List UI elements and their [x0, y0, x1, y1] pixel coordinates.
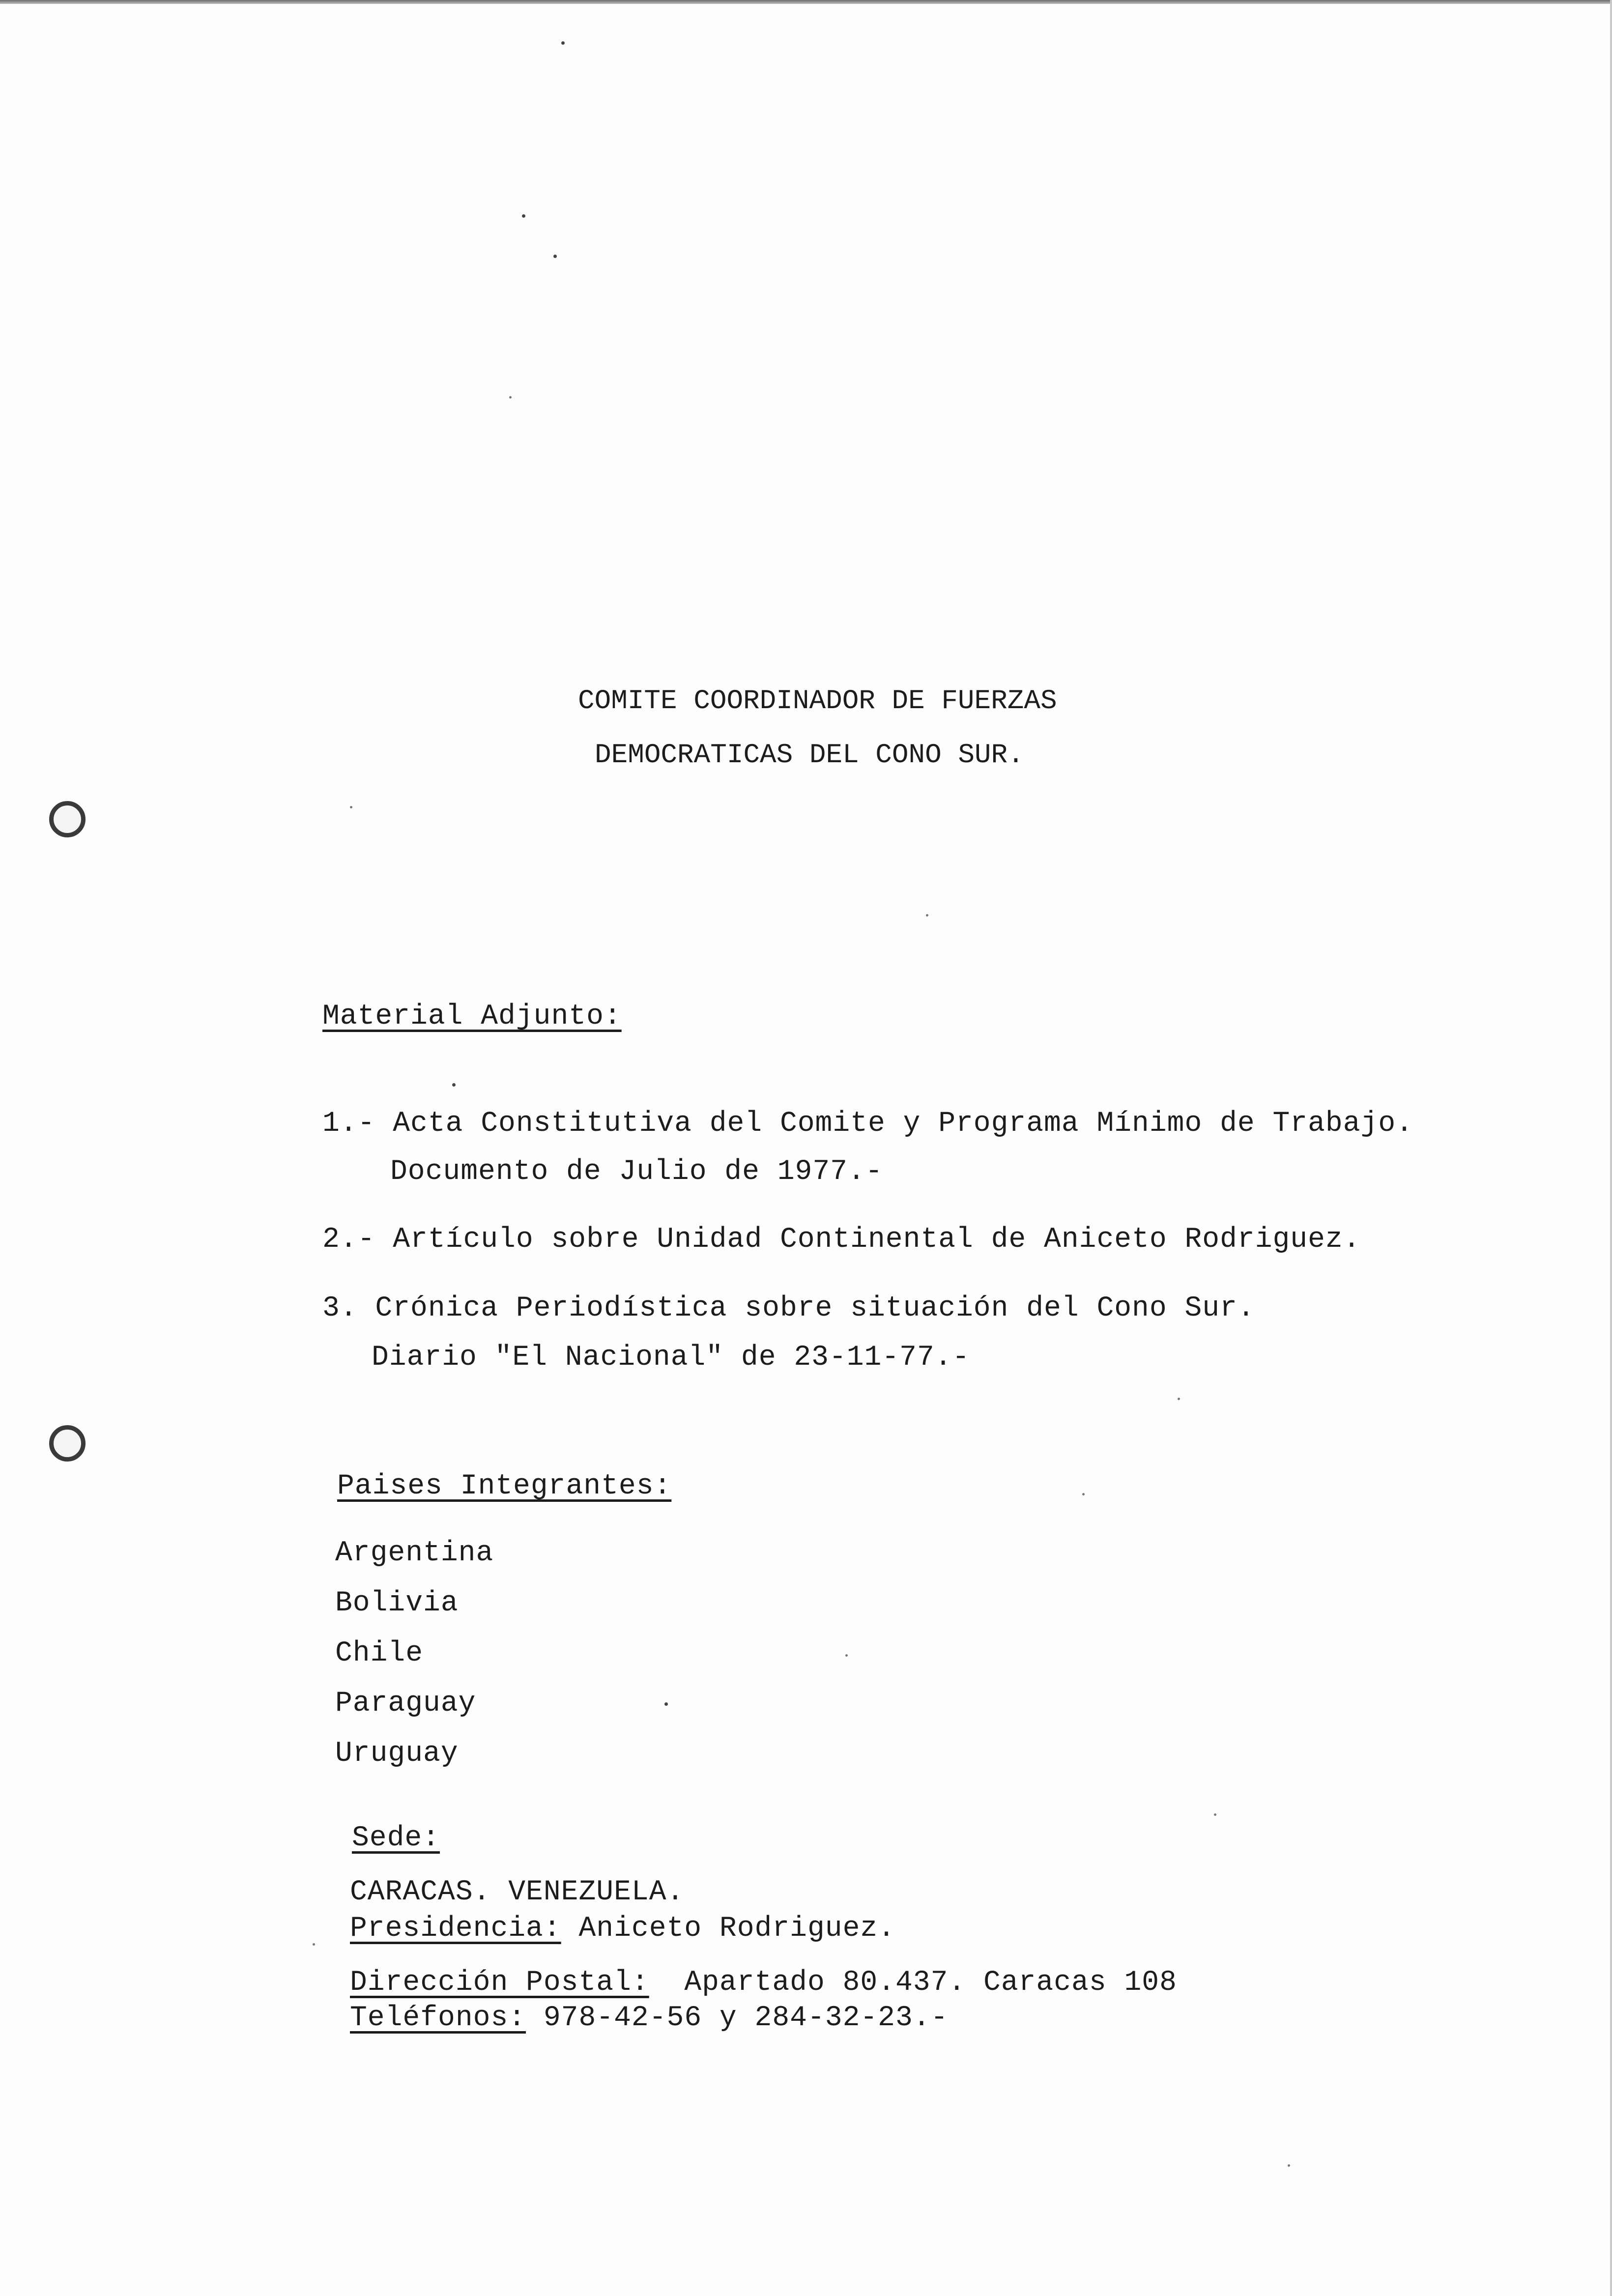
material-item-3-line-1: 3. Crónica Periodística sobre situación del Cono Sur.: [322, 1292, 1255, 1324]
punch-hole-upper: [49, 801, 86, 837]
scan-speck: [452, 1083, 456, 1087]
presidency-line: [350, 1915, 895, 1943]
scan-speck: [509, 396, 512, 399]
material-item-2-line-1: 2.- Artículo sobre Unidad Continental de Aniceto Rodriguez.: [322, 1224, 1361, 1256]
postal-value: Apartado 80.437. Caracas 108: [649, 1967, 1177, 1999]
scan-speck: [926, 914, 928, 917]
scan-speck: [1214, 1813, 1216, 1816]
header-line-2: DEMOCRATICAS DEL CONO SUR.: [595, 739, 1024, 771]
scan-speck: [561, 41, 565, 45]
presidency-label: Presidencia:: [350, 1913, 561, 1945]
header-line-1: COMITE COORDINADOR DE FUERZAS: [578, 685, 1057, 717]
postal-line: [350, 1969, 1177, 1997]
postal-label: Dirección Postal:: [350, 1967, 649, 1999]
sede-city: CARACAS. VENEZUELA.: [350, 1876, 685, 1908]
phones-label: Teléfonos:: [350, 2002, 526, 2034]
countries-heading: Paises Integrantes:: [337, 1470, 672, 1502]
scan-speck: [1288, 2164, 1290, 2167]
scan-speck: [553, 255, 557, 258]
country-item: Chile: [335, 1637, 424, 1669]
country-item: Paraguay: [335, 1688, 476, 1720]
scan-speck: [1178, 1398, 1180, 1400]
presidency-value: Aniceto Rodriguez.: [561, 1913, 895, 1945]
scan-speck: [313, 1943, 315, 1946]
scan-speck: [522, 214, 525, 218]
scan-speck: [664, 1702, 668, 1706]
sede-heading: Sede:: [352, 1822, 440, 1854]
scan-right-edge: [1610, 0, 1612, 2296]
scan-speck: [1082, 1493, 1085, 1495]
scan-top-edge: [0, 0, 1612, 4]
country-item: Uruguay: [335, 1738, 459, 1770]
material-item-1-line-1: 1.- Acta Constitutiva del Comite y Programa Mínimo de Trabajo.: [322, 1108, 1413, 1140]
punch-hole-lower: [49, 1425, 86, 1462]
phones-line: [350, 2004, 948, 2033]
phones-value: 978-42-56 y 284-32-23.-: [526, 2002, 949, 2034]
material-heading: Material Adjunto:: [322, 1001, 622, 1033]
material-item-3-line-2: Diario "El Nacional" de 23-11-77.-: [372, 1342, 970, 1374]
scan-speck: [845, 1654, 848, 1657]
material-item-1-line-2: Documento de Julio de 1977.-: [390, 1156, 883, 1188]
country-item: Argentina: [335, 1537, 494, 1569]
country-item: Bolivia: [335, 1587, 459, 1619]
scan-speck: [350, 806, 352, 808]
